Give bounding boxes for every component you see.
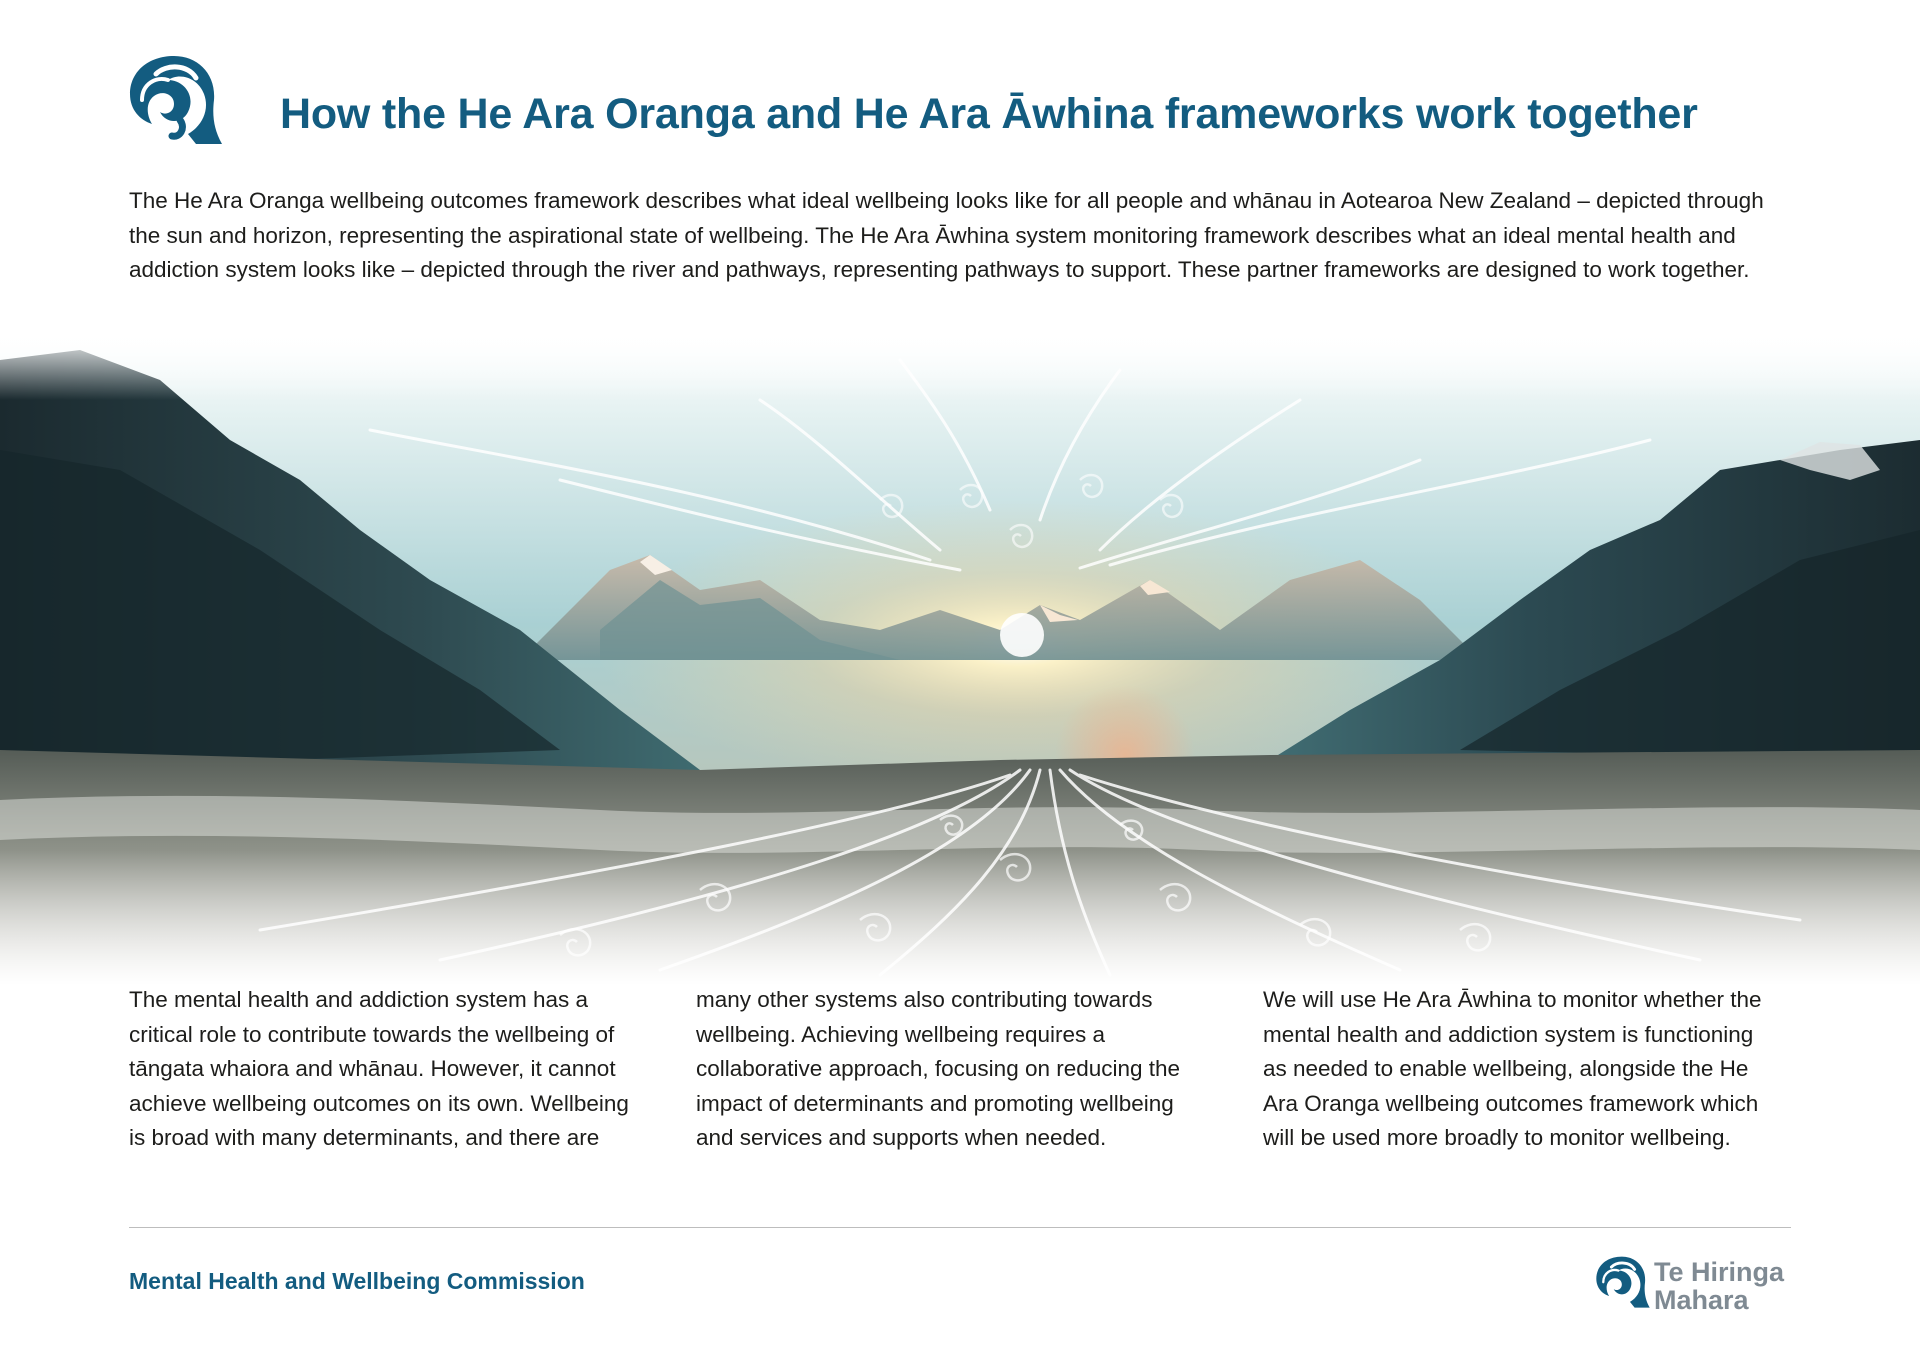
column-1-text: The mental health and addiction system has a critical role to contribute towards the wellbeing of tāngata whaiora and whānau. However, it cannot achieve wellbeing outcomes on its own. Wellbeing is broad with many determinants, and there are — [129, 987, 629, 1150]
page-title: How the He Ara Oranga and He Ara Āwhina frameworks work together — [280, 90, 1698, 138]
brand-name-line-2: Mahara — [1654, 1285, 1749, 1315]
koru-logo-icon — [1594, 1248, 1652, 1314]
column-2-text: many other systems also contributing towards wellbeing. Achieving wellbeing requires a collaborative approach, focusing on reducing the impact of determinants and promoting wellbeing and services and supports when needed. — [696, 987, 1181, 1150]
footer-divider — [129, 1227, 1791, 1228]
te-hiringa-mahara-logo — [1594, 1246, 1794, 1318]
footer-organisation-name: Mental Health and Wellbeing Commission — [129, 1268, 585, 1294]
column-3-text: We will use He Ara Āwhina to monitor whether the mental health and addiction system is functioning as needed to enable wellbeing, alongside the He Ara Oranga wellbeing outcomes framework which will be used more broadly to monitor wellbeing. — [1263, 987, 1762, 1150]
brand-name-line-1: Te Hiringa — [1654, 1257, 1785, 1287]
intro-paragraph: The He Ara Oranga wellbeing outcomes framework describes what ideal wellbeing looks like for all people and whānau in Aotearoa New Zealand – depicted through the sun and horizon, representing the aspirational state of wellbeing. The He Ara Āwhina system monitoring framework describes what an ideal mental health and addiction system looks like – depicted through the river and pathways, representing pathways to support. These partner frameworks are designed to work together. — [129, 188, 1764, 282]
commission-logo-icon — [126, 50, 226, 146]
hero-landscape-image — [0, 330, 1920, 985]
